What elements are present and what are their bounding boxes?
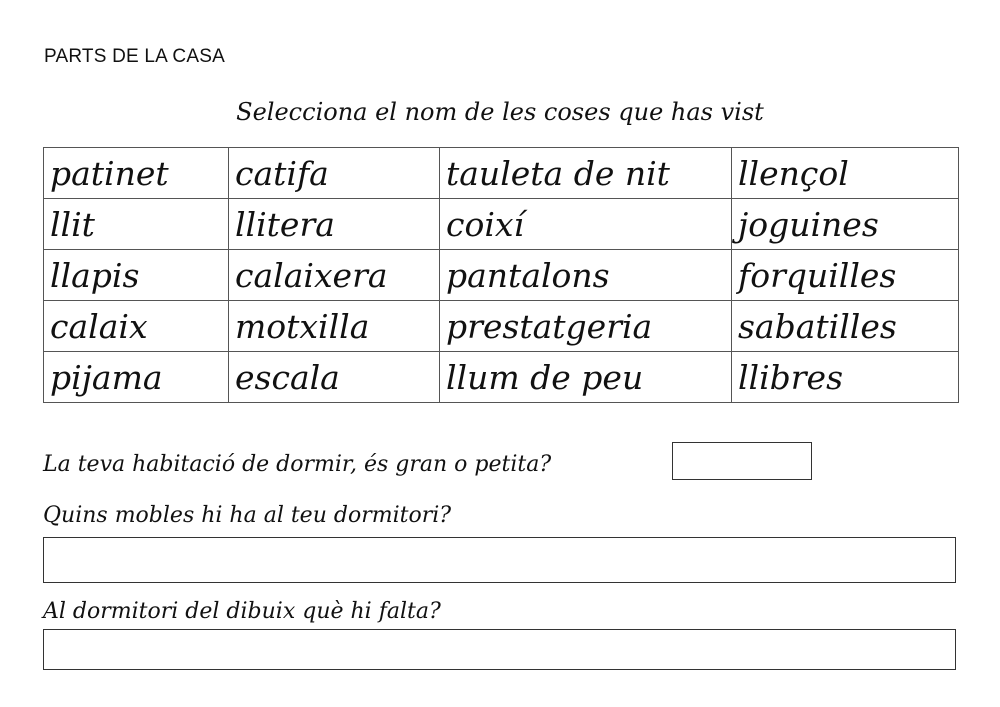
word-cell[interactable]: escala bbox=[229, 352, 440, 403]
word-cell[interactable]: llit bbox=[44, 199, 229, 250]
question-furniture: Quins mobles hi ha al teu dormitori? bbox=[43, 503, 452, 528]
grid-row bbox=[44, 352, 959, 403]
word-cell[interactable]: sabatilles bbox=[732, 301, 959, 352]
grid-row bbox=[44, 148, 959, 199]
word-cell[interactable]: pantalons bbox=[440, 250, 732, 301]
word-cell[interactable]: pijama bbox=[44, 352, 229, 403]
word-cell[interactable]: calaix bbox=[44, 301, 229, 352]
word-cell[interactable]: llapis bbox=[44, 250, 229, 301]
word-cell[interactable]: llitera bbox=[229, 199, 440, 250]
word-cell[interactable]: joguines bbox=[732, 199, 959, 250]
word-cell[interactable]: llençol bbox=[732, 148, 959, 199]
question-missing-items: Al dormitori del dibuix què hi falta? bbox=[43, 599, 441, 624]
word-cell[interactable]: forquilles bbox=[732, 250, 959, 301]
word-cell[interactable]: calaixera bbox=[229, 250, 440, 301]
word-cell[interactable]: llibres bbox=[732, 352, 959, 403]
room-size-answer-input[interactable] bbox=[672, 442, 812, 480]
word-cell[interactable]: coixí bbox=[440, 199, 732, 250]
grid-row bbox=[44, 301, 959, 352]
question-room-size: La teva habitació de dormir, és gran o petita? bbox=[43, 452, 552, 477]
missing-items-answer-input[interactable] bbox=[43, 629, 956, 670]
worksheet-title: PARTS DE LA CASA bbox=[44, 46, 225, 67]
word-selection-grid bbox=[43, 147, 959, 403]
word-cell[interactable]: llum de peu bbox=[440, 352, 732, 403]
grid-row bbox=[44, 250, 959, 301]
furniture-answer-input[interactable] bbox=[43, 537, 956, 583]
word-cell[interactable]: patinet bbox=[44, 148, 229, 199]
word-cell[interactable]: tauleta de nit bbox=[440, 148, 732, 199]
word-cell[interactable]: motxilla bbox=[229, 301, 440, 352]
instruction-text: Selecciona el nom de les coses que has vist bbox=[236, 98, 764, 126]
word-cell[interactable]: prestatgeria bbox=[440, 301, 732, 352]
grid-row bbox=[44, 199, 959, 250]
word-cell[interactable]: catifa bbox=[229, 148, 440, 199]
